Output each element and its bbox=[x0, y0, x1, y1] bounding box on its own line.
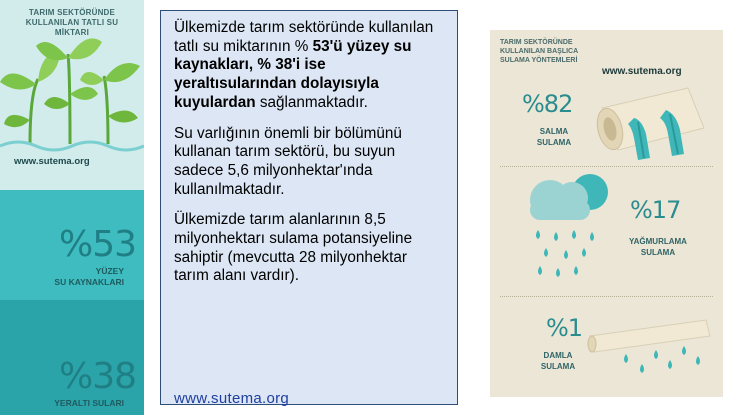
right-title-line: KULLANILAN BAŞLICA bbox=[500, 48, 579, 55]
label-line: SALMA bbox=[539, 127, 569, 136]
drip-irrigation-percentage: %1 bbox=[546, 314, 583, 342]
pipe-water-icon bbox=[588, 80, 718, 160]
groundwater-percentage: %38 bbox=[58, 356, 136, 397]
text-span: Ülkemizde tarım sektöründe kullanılan tatlı su miktarının % bbox=[174, 19, 434, 55]
groundwater-label: YERALTI SULARI bbox=[54, 398, 124, 408]
info-text-box bbox=[160, 10, 458, 405]
label-line: SULAMA bbox=[640, 248, 676, 257]
label-line: YAĞMURLAMA bbox=[629, 237, 687, 246]
drip-irrigation-label bbox=[534, 350, 582, 372]
label-line: SU KAYNAKLARI bbox=[54, 277, 124, 287]
plant-sprouts-icon bbox=[0, 34, 144, 154]
left-website-url: www.sutema.org bbox=[14, 156, 90, 167]
flood-irrigation-label bbox=[530, 126, 578, 148]
paragraph-irrigation-potential: Ülkemizde tarım alanlarının 8,5 milyonhektarı sulama potansiyeline sahiptir (mevcutta 28 milyonhektar tarım alanı vardır). bbox=[174, 211, 413, 285]
label-line: DAMLA bbox=[543, 351, 573, 360]
surface-water-percentage: %53 bbox=[58, 224, 136, 265]
bold-text: 53'ü yüzey su kaynakları, % 38'i ise yeraltısularından dolayısıyla kuyulardan bbox=[174, 37, 412, 111]
website-link[interactable]: www.sutema.org bbox=[174, 390, 290, 407]
sprinkler-irrigation-percentage: %17 bbox=[630, 196, 681, 224]
right-title-line: SULAMA YÖNTEMLERİ bbox=[500, 57, 578, 64]
left-title-line: TARIM SEKTÖRÜNDE bbox=[28, 8, 116, 17]
right-website-url: www.sutema.org bbox=[602, 66, 682, 77]
left-title-line: KULLANILAN TATLI SU bbox=[25, 18, 119, 27]
right-infographic bbox=[490, 30, 723, 397]
right-title bbox=[500, 38, 578, 65]
section-divider bbox=[500, 166, 713, 167]
paragraph-water-sources bbox=[174, 19, 445, 113]
drip-pipe-icon bbox=[586, 316, 716, 376]
label-line: SULAMA bbox=[536, 138, 572, 147]
paragraph-irrigated-area: Su varlığının önemli bir bölümünü kullanan tarım sektörü, bu suyun sadece 5,6 milyonhektar'ında kullanılmaktadır. bbox=[174, 124, 402, 198]
surface-water-label bbox=[0, 266, 124, 288]
label-line: SULAMA bbox=[540, 362, 576, 371]
sprinkler-irrigation-label bbox=[622, 236, 694, 258]
rain-cloud-icon bbox=[520, 170, 616, 286]
right-title-line: TARIM SEKTÖRÜNDE bbox=[500, 39, 573, 46]
text-span: sağlanmaktadır. bbox=[255, 93, 368, 111]
section-divider bbox=[500, 296, 713, 297]
left-infographic bbox=[0, 0, 144, 415]
label-line: YÜZEY bbox=[95, 266, 124, 276]
left-title-line: MİKTARI bbox=[54, 28, 90, 37]
flood-irrigation-percentage: %82 bbox=[522, 90, 573, 118]
